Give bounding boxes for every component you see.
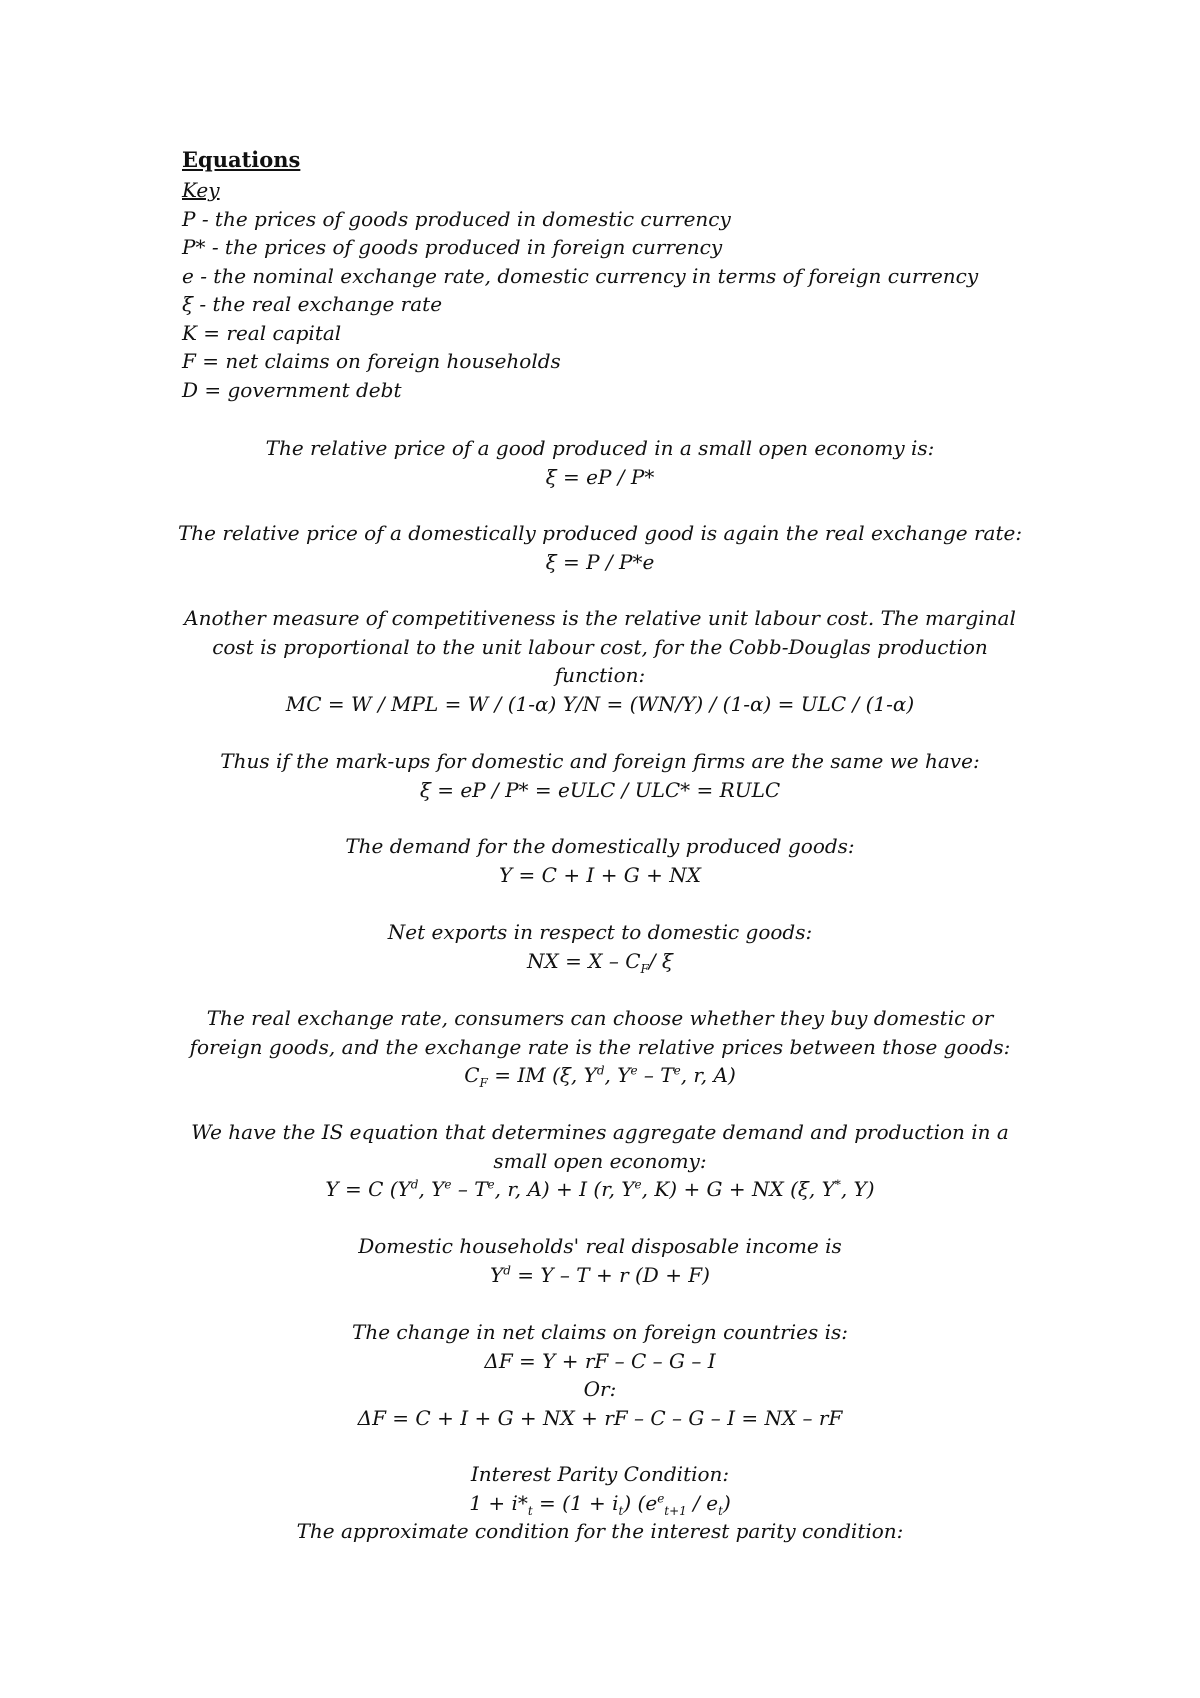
- section-text: We have the IS equation that determines aggregate demand and production in a: [191, 1120, 1009, 1144]
- section-text: Another measure of competitiveness is the relative unit labour cost. The marginal: [184, 606, 1016, 630]
- section-net-exports: [150, 918, 1050, 975]
- equation: $Y^d = Y - T + r$ (D + F): [489, 1262, 710, 1287]
- section-text: Or:: [583, 1377, 617, 1401]
- section-text: function:: [554, 663, 646, 687]
- equation: ξ = eP / P* = eULC / ULC* = RULC: [419, 777, 781, 802]
- section-text: cost is proportional to the unit labour cost, for the Cobb-Douglas production: [212, 634, 988, 659]
- key-section: [182, 176, 1082, 404]
- section-text: Domestic households' real disposable income is: [358, 1234, 842, 1258]
- section-relative-price: [150, 434, 1050, 491]
- equation: ξ = eP / P*: [545, 464, 655, 489]
- section-net-claims: [150, 1318, 1050, 1432]
- section-text: The relative price of a domestically produced good is again the real exchange rate:: [177, 521, 1023, 545]
- page-heading: Equations: [182, 147, 301, 172]
- section-demand: [150, 832, 1050, 889]
- key-item: K = real capital: [182, 320, 342, 345]
- section-text: small open economy:: [493, 1148, 707, 1173]
- key-item: P - the prices of goods produced in domestic currency: [182, 206, 731, 231]
- key-item: F = net claims on foreign households: [182, 349, 561, 373]
- section-real-exchange-rate: [150, 1004, 1050, 1090]
- equation: MC = W / MPL = W / (1-α) Y/N = (WN/Y) / (1-α) = ULC / (1-α): [285, 691, 915, 716]
- equation: $1 + i*_t = (1 + i_t)$ $(e^e_{t+1} / e_t)$: [469, 1490, 731, 1518]
- section-is-equation: [150, 1118, 1050, 1204]
- key-item: D = government debt: [182, 377, 402, 402]
- section-text: The real exchange rate, consumers can choose whether they buy domestic or: [206, 1006, 994, 1030]
- section-text: The approximate condition for the interest parity condition:: [296, 1519, 904, 1543]
- key-item: P* - the prices of goods produced in foreign currency: [182, 235, 723, 259]
- section-text: The relative price of a good produced in a small open economy is:: [265, 436, 935, 460]
- equation: Y = C + I + G + NX: [498, 862, 701, 887]
- section-unit-labour-cost: [150, 604, 1050, 718]
- key-title: Key: [182, 178, 220, 202]
- section-text: The change in net claims on foreign countries is:: [352, 1320, 848, 1344]
- section-text: Interest Parity Condition:: [470, 1462, 730, 1486]
- section-interest-parity: [150, 1460, 1050, 1546]
- section-mark-ups: [150, 747, 1050, 804]
- equation: $C_F$ = IM (ξ, $Y^d$, $Y^e - T^e$, r, A): [464, 1063, 736, 1090]
- section-text: foreign goods, and the exchange rate is the relative prices between those goods:: [189, 1034, 1011, 1059]
- section-text: Thus if the mark-ups for domestic and foreign firms are the same we have:: [220, 749, 980, 773]
- key-item: e - the nominal exchange rate, domestic currency in terms of foreign currency: [182, 263, 979, 288]
- key-item: ξ - the real exchange rate: [182, 292, 443, 316]
- section-disposable-income: [150, 1232, 1050, 1289]
- section-domestic-price: [150, 519, 1050, 576]
- equation: ΔF = Y + rF – C – G – I: [484, 1348, 716, 1373]
- equation: Y = C ($Y^d$, $Y^e - T^e$, r, A) + I (r, $Y^e$, K) + G + NX (ξ, Y*, Y): [325, 1177, 875, 1201]
- section-text: The demand for the domestically produced goods:: [345, 834, 855, 858]
- equation: ξ = P / P*e: [545, 549, 655, 574]
- equation: NX = X – $C_F/$ ξ: [527, 948, 673, 976]
- section-text: Net exports in respect to domestic goods:: [387, 920, 813, 944]
- equation: ΔF = C + I + G + NX + rF – C – G – I = NX – rF: [357, 1405, 843, 1430]
